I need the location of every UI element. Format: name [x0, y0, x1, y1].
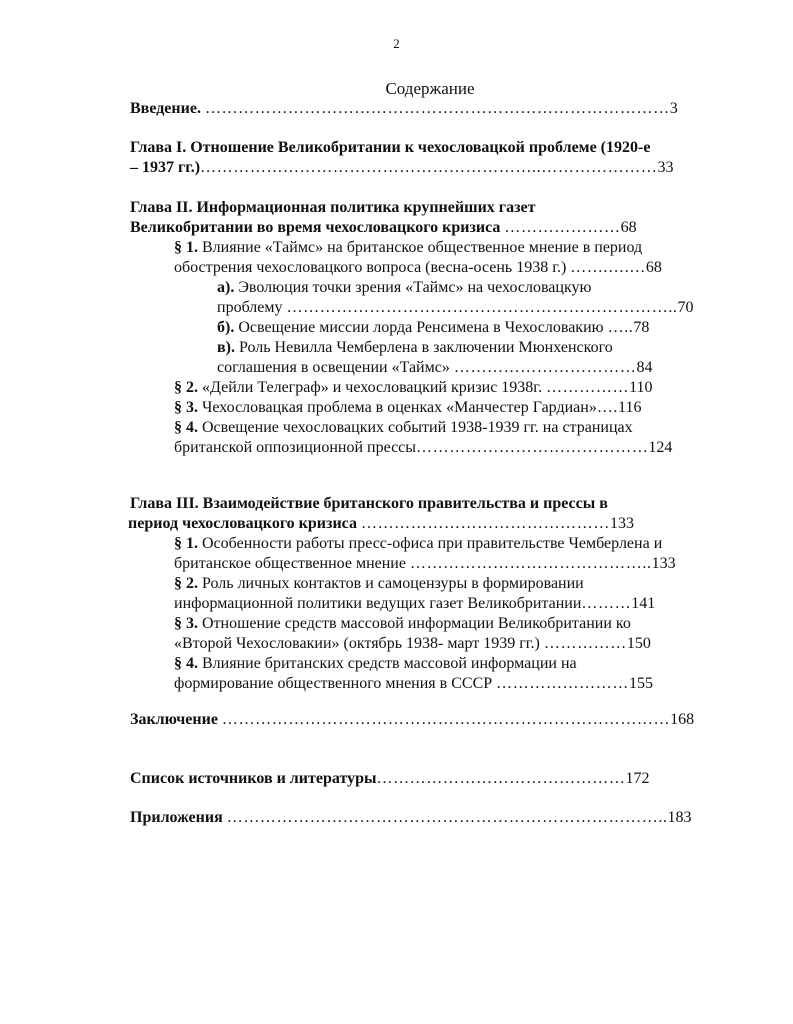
toc-dots: ……………………………………………………..…………………: [200, 159, 658, 176]
toc-page: 3: [669, 100, 678, 117]
toc-entry-appendices: [130, 808, 692, 828]
toc-text: Влияние «Таймс» на британское общественное мнение в период: [198, 239, 643, 256]
toc-dots: …..: [607, 319, 634, 336]
toc-section-2-2: [174, 378, 652, 398]
toc-dots: ……………………………………………………………………..: [226, 809, 668, 826]
toc-prefix: § 4.: [174, 655, 198, 672]
toc-dots: …….….…: [570, 259, 646, 276]
toc-text: Роль личных контактов и самоцензуры в формировании: [198, 575, 584, 592]
toc-label: проблему: [217, 299, 287, 316]
toc-label: Заключение: [130, 711, 222, 728]
toc-dots: ……………………: [496, 675, 629, 692]
toc-chapter-2-entry: [130, 218, 637, 238]
toc-page: 116: [618, 399, 642, 416]
toc-section-2-4-cont: [174, 438, 672, 458]
toc-section-3-4: [174, 654, 577, 674]
toc-label: британской оппозиционной прессы: [174, 439, 417, 456]
toc-section-3-1-cont: [174, 554, 676, 574]
toc-label: период чехословацкого кризиса: [128, 515, 361, 532]
toc-text: Отношение средств массовой информации Великобритании ко: [198, 615, 631, 632]
toc-chapter-1-title: Глава I. Отношение Великобритании к чехословацкой проблеме (1920-е: [130, 139, 651, 156]
toc-dots: ………………………………………………………………………: [221, 711, 671, 728]
toc-page: 68: [620, 219, 637, 236]
toc-label: Список источников и литературы: [130, 770, 377, 787]
toc-section-3-2: [174, 574, 584, 594]
toc-text: Особенности работы пресс-офиса при правительстве Чемберлена и: [198, 535, 663, 552]
toc-dots: ……………………………………………………………..: [286, 299, 678, 316]
toc-label: «Второй Чехословакии» (октябрь 1938- март 1939 гг.): [174, 635, 544, 652]
toc-label: формирование общественного мнения в СССР: [174, 675, 497, 692]
toc-dots: ………………………………………: [376, 770, 626, 787]
toc-section-2-4: [174, 418, 633, 438]
toc-label: Великобритании во время чехословацкого кризиса: [130, 219, 505, 236]
toc-chapter-3-entry: [128, 514, 634, 534]
page-title: Содержание: [385, 79, 475, 98]
toc-page: 133: [609, 515, 634, 532]
toc-page: 141: [631, 595, 656, 612]
toc-label: британское общественное мнение: [174, 555, 410, 572]
toc-entry-bibliography: [130, 769, 649, 789]
toc-page: 78: [633, 319, 650, 336]
toc-chapter-3-title: Глава III. Взаимодействие британского правительства и прессы в: [130, 495, 608, 512]
toc-section-3-3: [174, 614, 631, 634]
toc-prefix: § 2.: [174, 379, 198, 396]
toc-text: Роль Невилла Чемберлена в заключении Мюнхенского: [234, 339, 613, 356]
toc-page: 168: [670, 711, 695, 728]
toc-page: 110: [629, 379, 653, 396]
toc-section-2-1: [174, 238, 642, 258]
toc-section-3-3-cont: [174, 634, 651, 654]
toc-chapter-2-title: Глава II. Информационная политика крупнейших газет: [130, 199, 536, 216]
toc-prefix: б).: [217, 319, 235, 336]
toc-label: Введение.: [130, 100, 205, 117]
toc-subsection-v: [217, 338, 613, 358]
toc-subsection-v-cont: [217, 358, 652, 378]
toc-text: Влияние британских средств массовой информации на: [198, 655, 577, 672]
toc-dots: ……………………………………: [416, 439, 649, 456]
toc-prefix: § 3.: [174, 615, 198, 632]
toc-subsection-b: [217, 318, 649, 338]
toc-prefix: § 4.: [174, 419, 198, 436]
toc-prefix: § 1.: [174, 239, 198, 256]
toc-dots: ……………………………: [453, 359, 637, 376]
toc-label: Приложения: [130, 809, 227, 826]
toc-label: обострения чехословацкого вопроса (весна-осень 1938 г.): [174, 259, 571, 276]
toc-section-2-3: [174, 398, 641, 418]
toc-page: 133: [651, 555, 676, 572]
toc-label: – 1937 гг.): [130, 159, 201, 176]
toc-dots: ………: [581, 595, 632, 612]
toc-label: соглашения в освещении «Таймс»: [217, 359, 454, 376]
toc-page: 124: [648, 439, 673, 456]
toc-page: 68: [645, 259, 662, 276]
toc-section-3-1: [174, 534, 662, 554]
toc-entry-conclusion: [130, 710, 694, 730]
toc-dots: ……………: [543, 635, 627, 652]
toc-dots: …………………………………………………………………………: [204, 100, 670, 117]
toc-prefix: а).: [217, 279, 235, 296]
toc-text: Эволюция точки зрения «Таймс» на чехословацкую: [234, 279, 592, 296]
toc-page: 155: [628, 675, 653, 692]
toc-chapter-1-entry: [130, 158, 673, 178]
toc-section-3-4-cont: [174, 674, 653, 694]
toc-page: 150: [626, 635, 651, 652]
toc-prefix: § 2.: [174, 575, 198, 592]
toc-dots: ……………………………………..: [409, 555, 652, 572]
toc-text: Чехословацкая проблема в оценках «Манчестер Гардиан»: [198, 399, 597, 416]
toc-page: 84: [636, 359, 653, 376]
toc-text: Освещение чехословацких событий 1938-1939 гг. на страницах: [198, 419, 633, 436]
toc-dots: ……………: [546, 379, 630, 396]
toc-dots: …………………: [504, 219, 621, 236]
toc-prefix: в).: [217, 339, 235, 356]
toc-dots: ………………………………………: [360, 515, 610, 532]
toc-text: Освещение миссии лорда Ренсимена в Чехословакию: [234, 319, 608, 336]
page-number: 2: [393, 36, 400, 51]
toc-page: 33: [657, 159, 674, 176]
toc-page: 70: [677, 299, 694, 316]
toc-entry-introduction: [130, 99, 678, 119]
toc-page: 183: [667, 809, 692, 826]
toc-dots: ….: [596, 399, 619, 416]
toc-prefix: § 1.: [174, 535, 198, 552]
toc-page: 172: [625, 770, 650, 787]
toc-label: информационной политики ведущих газет Великобритании: [174, 595, 582, 612]
toc-subsection-a-cont: [217, 298, 694, 318]
toc-text: «Дейли Телеграф» и чехословацкий кризис 1938г.: [198, 379, 547, 396]
toc-prefix: § 3.: [174, 399, 198, 416]
toc-section-2-1-cont: [174, 258, 662, 278]
toc-subsection-a: [217, 278, 591, 298]
toc-section-3-2-cont: [174, 594, 655, 614]
